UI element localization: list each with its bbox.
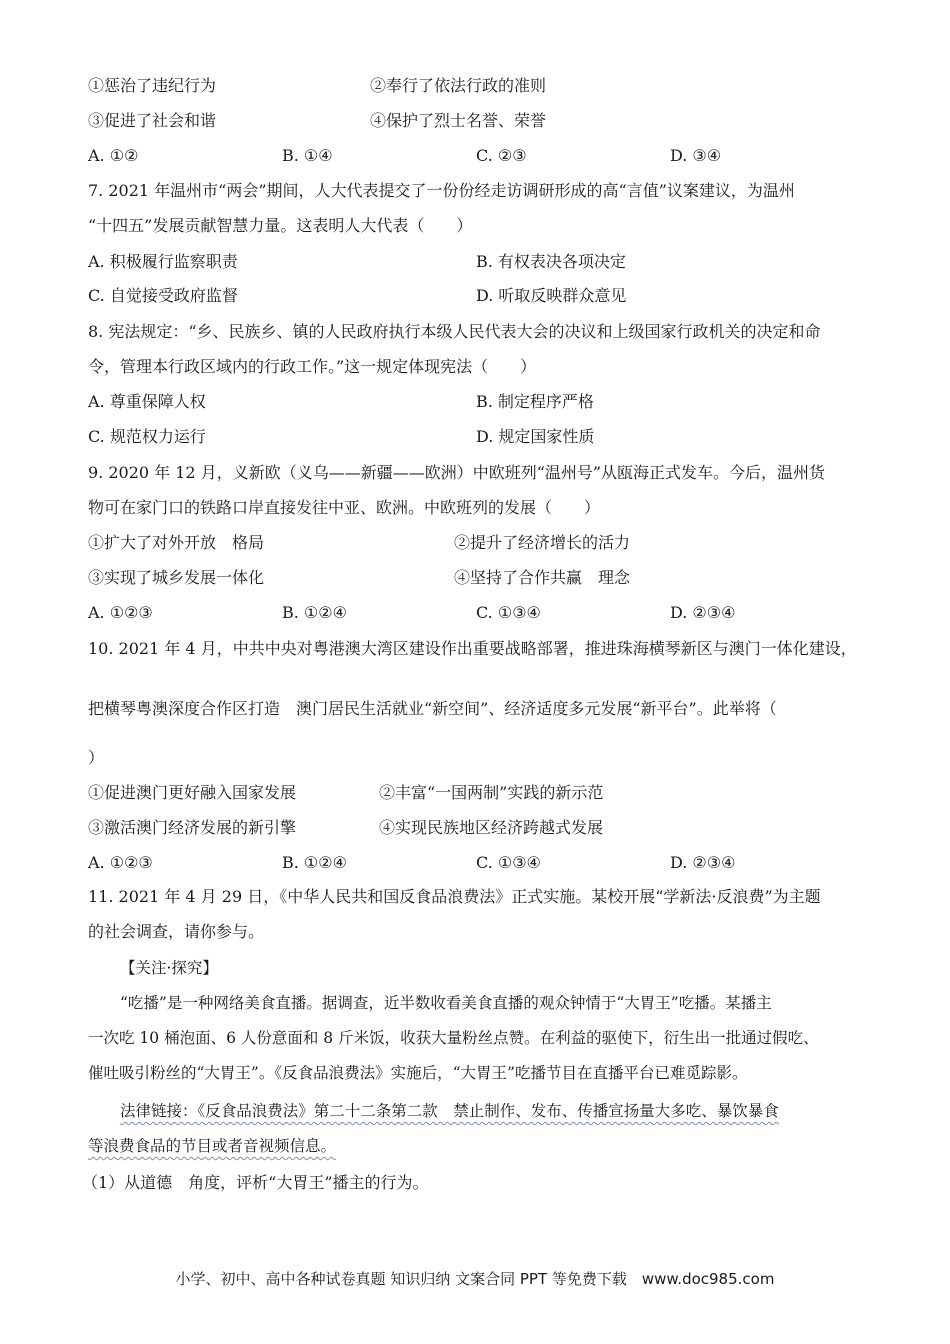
q11-passage-line-1: “吃播”是一种网络美食直播。据调查，近半数收看美食直播的观众钟情于“大胃王”吃播。某播主 <box>120 994 772 1012</box>
q10-choice-d: D. ②③④ <box>670 853 736 872</box>
q10-choices <box>88 852 868 874</box>
q8-stem-line-2: 令，管理本行政区域内的行政工作。”这一规定体现宪法（ ） <box>88 357 537 376</box>
q8-stem-line-1: 8. 宪法规定：“乡、民族乡、镇的人民政府执行本级人民代表大会的决议和上级国家行政机关的决定和命 <box>88 322 821 341</box>
q10-options-row-1 <box>88 782 868 804</box>
q10-stem-line-2: 把横琴粤澳深度合作区打造 澳门居民生活就业“新空间”、经济适度多元发展“新平台”。此举将（ <box>88 699 777 718</box>
q10-choice-b: B. ①②④ <box>282 853 347 872</box>
q6-choices <box>88 145 868 167</box>
q8-choice-d: D. 规定国家性质 <box>476 427 595 446</box>
q9-option-1: ①扩大了对外开放 格局 <box>88 533 265 552</box>
q9-option-4: ④坚持了合作共赢 理念 <box>454 568 631 587</box>
q8-choice-b: B. 制定程序严格 <box>476 392 594 411</box>
q6-option-4: ④保护了烈士名誉、荣誉 <box>370 111 547 130</box>
q9-choice-b: B. ①②④ <box>282 603 347 622</box>
q11-law-link-line-2: 等浪费食品的节目或者音视频信息。 <box>88 1137 337 1155</box>
q9-stem-line-1: 9. 2020 年 12 月，义新欧（义乌——新疆——欧洲）中欧班列“温州号”从瓯海正式发车。今后，温州货 <box>88 463 826 482</box>
q10-stem-line-3: ） <box>88 748 105 767</box>
q10-option-3: ③激活澳门经济发展的新引擎 <box>88 818 297 837</box>
q8-choice-a: A. 尊重保障人权 <box>88 392 206 411</box>
q7-choice-b: B. 有权表决各项决定 <box>476 252 626 271</box>
q11-section-heading: 【关注·探究】 <box>120 959 218 977</box>
q10-options-row-2 <box>88 817 868 839</box>
q11-stem-line-1: 11. 2021 年 4 月 29 日，《中华人民共和国反食品浪费法》正式实施。某校开展“学新法·反浪费”为主题 <box>88 887 821 906</box>
q6-choice-a: A. ①② <box>88 146 139 165</box>
q9-options-row-1 <box>88 532 868 554</box>
q11-passage-line-2: 一次吃 10 桶泡面、6 人份意面和 8 斤米饭，收获大量粉丝点赞。在利益的驱使下，衍生出一批通过假吃、 <box>88 1029 819 1047</box>
q6-choice-c: C. ②③ <box>476 146 527 165</box>
q9-choices <box>88 602 868 624</box>
q10-choice-c: C. ①③④ <box>476 853 541 872</box>
q11-subquestion-1: （1）从道德 角度，评析“大胃王”播主的行为。 <box>82 1173 429 1192</box>
q7-stem-line-2: “十四五”发展贡献智慧力量。这表明人大代表（ ） <box>88 216 473 235</box>
q7-choice-c: C. 自觉接受政府监督 <box>88 286 238 305</box>
q7-choices-row-1 <box>88 251 868 273</box>
q9-choice-a: A. ①②③ <box>88 603 153 622</box>
q9-option-3: ③实现了城乡发展一体化 <box>88 568 265 587</box>
q10-option-4: ④实现民族地区经济跨越式发展 <box>379 818 604 837</box>
q11-passage-line-3: 催吐吸引粉丝的“大胃王”。《反食品浪费法》实施后，“大胃王”吃播节目在直播平台已难觅踪影。 <box>88 1064 748 1082</box>
q6-options-row-2 <box>88 110 868 132</box>
q10-option-1: ①促进澳门更好融入国家发展 <box>88 783 297 802</box>
q8-choice-c: C. 规范权力运行 <box>88 427 206 446</box>
q10-option-2: ②丰富“一国两制”实践的新示范 <box>379 783 604 802</box>
page-footer: 小学、初中、高中各种试卷真题 知识归纳 文案合同 PPT 等免费下载 www.doc985.com <box>175 1270 775 1288</box>
q7-choice-a: A. 积极履行监察职责 <box>88 252 238 271</box>
q9-stem-line-2: 物可在家门口的铁路口岸直接发往中亚、欧洲。中欧班列的发展（ ） <box>88 498 601 517</box>
q6-option-3: ③促进了社会和谐 <box>88 111 217 130</box>
q11-law-link-line-1: 法律链接：《反食品浪费法》第二十二条第二款 禁止制作、发布、传播宣扬量大多吃、暴饮暴食 <box>120 1102 779 1120</box>
q8-choices-row-1 <box>88 391 868 413</box>
q9-choice-d: D. ②③④ <box>670 603 736 622</box>
q7-stem-line-1: 7. 2021 年温州市“两会”期间，人大代表提交了一份份经走访调研形成的高“言值”议案建议，为温州 <box>88 181 795 200</box>
q7-choices-row-2 <box>88 285 868 307</box>
q6-option-2: ②奉行了依法行政的准则 <box>370 76 547 95</box>
q6-option-1: ①惩治了违纪行为 <box>88 76 217 95</box>
q9-options-row-2 <box>88 567 868 589</box>
q9-choice-c: C. ①③④ <box>476 603 541 622</box>
q10-stem-line-1: 10. 2021 年 4 月，中共中央对粤港澳大湾区建设作出重要战略部署，推进珠海横琴新区与澳门一体化建设， <box>88 639 857 658</box>
q6-choice-d: D. ③④ <box>670 146 722 165</box>
q9-option-2: ②提升了经济增长的活力 <box>454 533 631 552</box>
q8-choices-row-2 <box>88 426 868 448</box>
q6-options-row-1 <box>88 75 868 97</box>
q7-choice-d: D. 听取反映群众意见 <box>476 286 627 305</box>
q10-choice-a: A. ①②③ <box>88 853 153 872</box>
q6-choice-b: B. ①④ <box>282 146 333 165</box>
q11-stem-line-2: 的社会调查，请你参与。 <box>88 922 265 941</box>
